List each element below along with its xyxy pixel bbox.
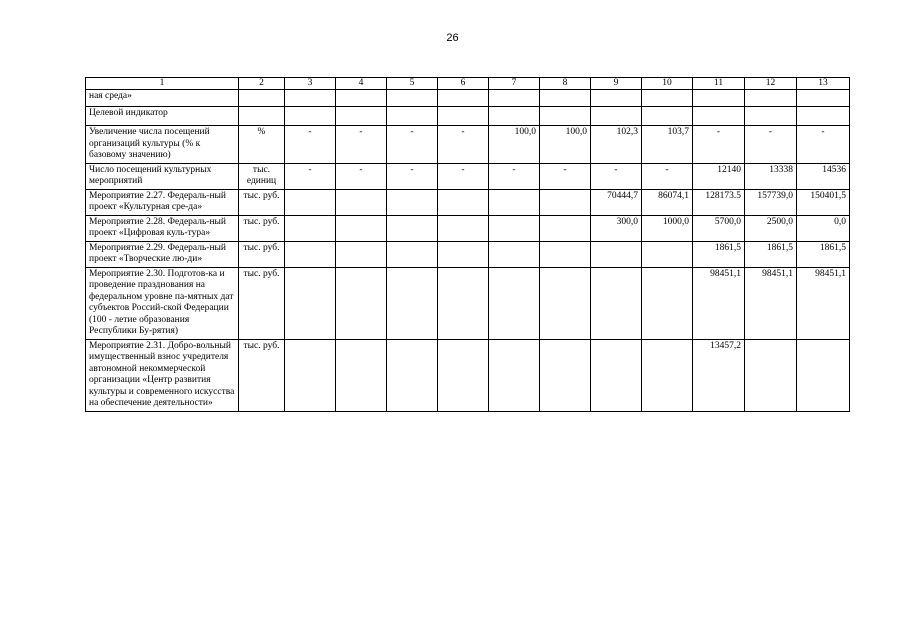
value-cell: 12140 bbox=[693, 163, 745, 189]
value-cell bbox=[285, 339, 336, 411]
value-cell bbox=[797, 107, 850, 126]
value-cell: 2500,0 bbox=[745, 215, 797, 241]
header-cell: 2 bbox=[239, 78, 285, 90]
value-cell: 14536 bbox=[797, 163, 850, 189]
value-cell: - bbox=[591, 163, 642, 189]
value-cell: 100,0 bbox=[540, 126, 591, 164]
value-cell bbox=[387, 215, 438, 241]
header-cell: 9 bbox=[591, 78, 642, 90]
value-cell bbox=[438, 215, 489, 241]
table-row bbox=[86, 189, 850, 215]
value-cell bbox=[387, 339, 438, 411]
value-cell: 1861,5 bbox=[693, 241, 745, 267]
value-cell: 13457,2 bbox=[693, 339, 745, 411]
value-cell: - bbox=[438, 126, 489, 164]
row-label-cell: Мероприятие 2.30. Подготов-ка и проведение празднования на федеральном уровне па-мятных дат субъектов Россий-ской Федерации (100 - летие образования Республики Бу-рятия) bbox=[86, 267, 239, 339]
unit-cell: тыс. руб. bbox=[239, 215, 285, 241]
value-cell: - bbox=[540, 163, 591, 189]
value-cell: 300,0 bbox=[591, 215, 642, 241]
header-cell: 4 bbox=[336, 78, 387, 90]
value-cell bbox=[642, 241, 693, 267]
value-cell: - bbox=[489, 163, 540, 189]
unit-cell: тыс. руб. bbox=[239, 339, 285, 411]
value-cell: 100,0 bbox=[489, 126, 540, 164]
value-cell: - bbox=[336, 126, 387, 164]
table-row bbox=[86, 241, 850, 267]
value-cell: - bbox=[387, 163, 438, 189]
value-cell bbox=[387, 189, 438, 215]
value-cell bbox=[591, 90, 642, 107]
value-cell bbox=[438, 339, 489, 411]
value-cell bbox=[438, 107, 489, 126]
value-cell bbox=[591, 339, 642, 411]
value-cell bbox=[489, 339, 540, 411]
value-cell: 98451,1 bbox=[745, 267, 797, 339]
value-cell: - bbox=[693, 126, 745, 164]
value-cell: 98451,1 bbox=[797, 267, 850, 339]
value-cell bbox=[745, 339, 797, 411]
header-cell: 6 bbox=[438, 78, 489, 90]
value-cell bbox=[540, 90, 591, 107]
header-cell: 3 bbox=[285, 78, 336, 90]
table-header-row bbox=[86, 78, 850, 90]
value-cell bbox=[285, 241, 336, 267]
value-cell bbox=[591, 267, 642, 339]
value-cell: 70444,7 bbox=[591, 189, 642, 215]
value-cell bbox=[438, 90, 489, 107]
value-cell: - bbox=[285, 126, 336, 164]
table-row bbox=[86, 339, 850, 411]
value-cell: 0,0 bbox=[797, 215, 850, 241]
table-row bbox=[86, 267, 850, 339]
row-label-cell: Целевой индикатор bbox=[86, 107, 239, 126]
value-cell: - bbox=[797, 126, 850, 164]
value-cell bbox=[387, 107, 438, 126]
row-label-cell: Число посещений культурных мероприятий bbox=[86, 163, 239, 189]
header-cell: 11 bbox=[693, 78, 745, 90]
value-cell: 98451,1 bbox=[693, 267, 745, 339]
value-cell bbox=[336, 339, 387, 411]
value-cell: - bbox=[438, 163, 489, 189]
header-cell: 5 bbox=[387, 78, 438, 90]
value-cell: 157739,0 bbox=[745, 189, 797, 215]
value-cell bbox=[438, 241, 489, 267]
value-cell bbox=[336, 90, 387, 107]
table-row bbox=[86, 126, 850, 164]
value-cell bbox=[642, 267, 693, 339]
value-cell bbox=[285, 189, 336, 215]
unit-cell bbox=[239, 107, 285, 126]
value-cell bbox=[540, 215, 591, 241]
header-cell: 13 bbox=[797, 78, 850, 90]
value-cell bbox=[489, 189, 540, 215]
value-cell: 1000,0 bbox=[642, 215, 693, 241]
value-cell bbox=[387, 241, 438, 267]
header-cell: 1 bbox=[86, 78, 239, 90]
value-cell: 103,7 bbox=[642, 126, 693, 164]
table-row bbox=[86, 90, 850, 107]
value-cell bbox=[745, 107, 797, 126]
value-cell bbox=[489, 107, 540, 126]
table-row bbox=[86, 215, 850, 241]
page-number: 26 bbox=[446, 32, 459, 44]
value-cell bbox=[540, 267, 591, 339]
value-cell bbox=[591, 241, 642, 267]
table-row bbox=[86, 107, 850, 126]
value-cell bbox=[285, 267, 336, 339]
unit-cell: тыс. руб. bbox=[239, 189, 285, 215]
value-cell bbox=[591, 107, 642, 126]
value-cell: - bbox=[285, 163, 336, 189]
value-cell bbox=[489, 90, 540, 107]
value-cell: - bbox=[745, 126, 797, 164]
unit-cell: % bbox=[239, 126, 285, 164]
row-label-cell: Мероприятие 2.27. Федераль-ный проект «Культурная сре-да» bbox=[86, 189, 239, 215]
value-cell bbox=[285, 107, 336, 126]
value-cell bbox=[438, 267, 489, 339]
row-label-cell: Увеличение числа посещений организаций культуры (% к базовому значению) bbox=[86, 126, 239, 164]
table-row bbox=[86, 163, 850, 189]
value-cell bbox=[540, 189, 591, 215]
unit-cell bbox=[239, 90, 285, 107]
value-cell: 150401,5 bbox=[797, 189, 850, 215]
value-cell: 1861,5 bbox=[797, 241, 850, 267]
value-cell bbox=[438, 189, 489, 215]
header-cell: 8 bbox=[540, 78, 591, 90]
value-cell: 102,3 bbox=[591, 126, 642, 164]
value-cell bbox=[642, 339, 693, 411]
value-cell bbox=[540, 339, 591, 411]
value-cell bbox=[797, 339, 850, 411]
value-cell bbox=[489, 241, 540, 267]
value-cell bbox=[336, 107, 387, 126]
value-cell: 1861,5 bbox=[745, 241, 797, 267]
value-cell bbox=[285, 215, 336, 241]
value-cell bbox=[387, 90, 438, 107]
row-label-cell: ная среда» bbox=[86, 90, 239, 107]
value-cell: - bbox=[387, 126, 438, 164]
value-cell: - bbox=[642, 163, 693, 189]
header-cell: 12 bbox=[745, 78, 797, 90]
value-cell bbox=[489, 215, 540, 241]
value-cell bbox=[642, 90, 693, 107]
unit-cell: тыс. руб. bbox=[239, 241, 285, 267]
value-cell bbox=[336, 241, 387, 267]
value-cell: 128173.5 bbox=[693, 189, 745, 215]
value-cell bbox=[540, 241, 591, 267]
value-cell: 86074,1 bbox=[642, 189, 693, 215]
value-cell bbox=[336, 267, 387, 339]
header-cell: 10 bbox=[642, 78, 693, 90]
row-label-cell: Мероприятие 2.28. Федераль-ный проект «Цифровая куль-тура» bbox=[86, 215, 239, 241]
value-cell bbox=[693, 107, 745, 126]
value-cell bbox=[797, 90, 850, 107]
row-label-cell: Мероприятие 2.31. Добро-вольный имущественный взнос учредителя автономной некоммерческой организации «Центр развития культуры и современного искусства на обеспечение деятельности» bbox=[86, 339, 239, 411]
unit-cell: тыс. руб. bbox=[239, 267, 285, 339]
data-table bbox=[85, 77, 850, 412]
value-cell bbox=[285, 90, 336, 107]
value-cell: 5700,0 bbox=[693, 215, 745, 241]
row-label-cell: Мероприятие 2.29. Федераль-ный проект «Творческие лю-ди» bbox=[86, 241, 239, 267]
header-cell: 7 bbox=[489, 78, 540, 90]
value-cell bbox=[540, 107, 591, 126]
value-cell bbox=[336, 189, 387, 215]
value-cell: 13338 bbox=[745, 163, 797, 189]
value-cell: - bbox=[336, 163, 387, 189]
value-cell bbox=[387, 267, 438, 339]
value-cell bbox=[642, 107, 693, 126]
value-cell bbox=[489, 267, 540, 339]
unit-cell: тыс. единиц bbox=[239, 163, 285, 189]
value-cell bbox=[336, 215, 387, 241]
value-cell bbox=[745, 90, 797, 107]
value-cell bbox=[693, 90, 745, 107]
